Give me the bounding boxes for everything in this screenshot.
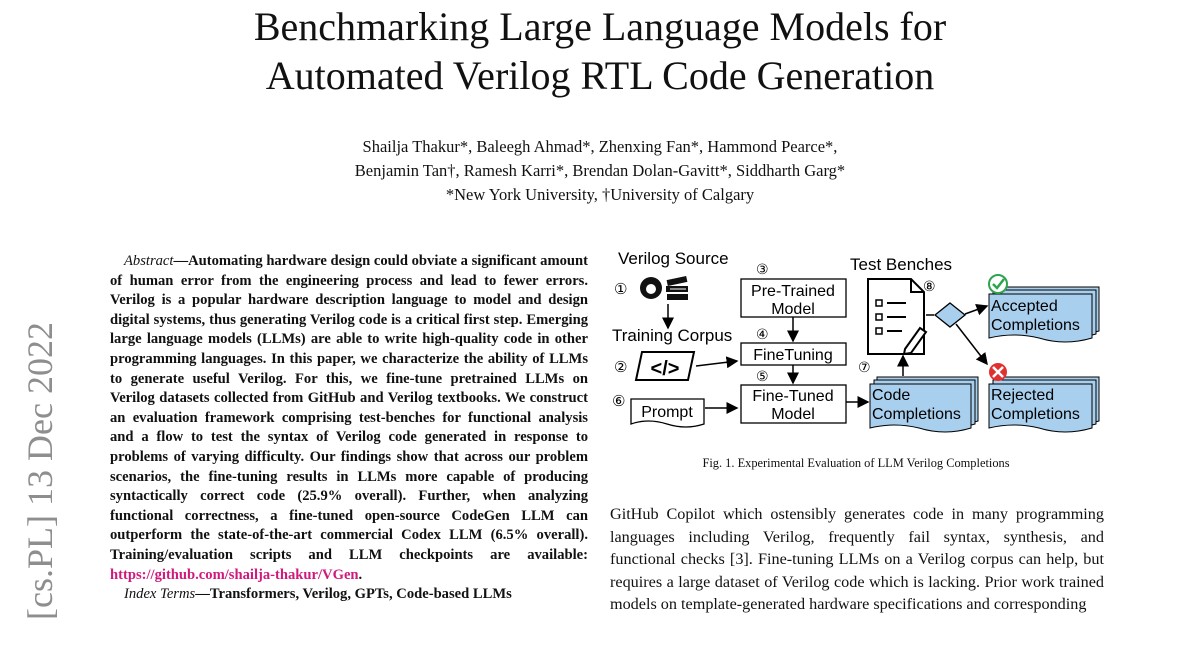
- step-3-marker: ③: [756, 261, 769, 277]
- code-completions-label-1: Code: [872, 387, 911, 404]
- finetuning-label: FineTuning: [753, 347, 833, 364]
- authors-block: [0, 135, 1200, 207]
- rejected-completions-stack: [989, 377, 1099, 432]
- index-terms: [110, 585, 588, 605]
- rejected-label-2: Completions: [991, 406, 1080, 423]
- step-6-marker: ⑥: [612, 393, 626, 410]
- pretrained-label-2: Model: [771, 301, 815, 318]
- books-icon: [666, 276, 688, 300]
- affiliations: *New York University, †University of Calgary: [445, 185, 755, 204]
- code-completions-stack: [870, 377, 978, 432]
- paper-title: [0, 2, 1200, 100]
- code-completions-label-2: Completions: [872, 406, 961, 423]
- index-terms-label: Index Terms: [124, 586, 196, 603]
- accepted-label-2: Completions: [991, 317, 1080, 334]
- authors-line-1: Shailja Thakur*, Baleegh Ahmad*, Zhenxing Fan*, Hammond Pearce*,: [362, 137, 838, 156]
- rejected-label-1: Rejected: [991, 387, 1055, 404]
- code-file-icon: [636, 352, 694, 380]
- test-bench-icon: [868, 279, 926, 354]
- pretrained-label-1: Pre-Trained: [751, 283, 835, 300]
- code-link[interactable]: https://github.com/shailja-thakur/VGen: [110, 566, 359, 583]
- step-2-marker: ②: [614, 359, 628, 376]
- abstract-end: .: [358, 566, 363, 583]
- title-line-2: Automated Verilog RTL Code Generation: [265, 53, 935, 98]
- verilog-source-label: Verilog Source: [618, 249, 729, 268]
- step-5-marker: ⑤: [756, 368, 769, 384]
- title-line-1: Benchmarking Large Language Models for: [253, 4, 947, 49]
- code-tag: </>: [650, 358, 680, 380]
- decision-diamond: [935, 303, 965, 327]
- authors-line-2: Benjamin Tan†, Ramesh Karri*, Brendan Dolan-Gavitt*, Siddharth Garg*: [354, 161, 846, 180]
- cross-icon: [989, 363, 1007, 381]
- finetuned-label-2: Model: [771, 406, 815, 423]
- figure-caption: Fig. 1. Experimental Evaluation of LLM Verilog Completions: [702, 456, 1010, 470]
- figure-1: [606, 244, 1106, 444]
- pipeline-diagram: [606, 244, 1106, 444]
- arxiv-stamp: [cs.PL] 13 Dec 2022: [20, 322, 60, 620]
- prompt-label: Prompt: [641, 404, 693, 421]
- step-7-marker: ⑦: [858, 359, 871, 375]
- abstract-paragraph: [110, 252, 588, 585]
- abstract-text: —Automating hardware design could obviate a significant amount of human error from the engineering process and lead to fewer errors. Verilog is a popular hardware description language to model and design digital systems, thus generating Verilog code is a critical first step. Emerging large language models (LLMs) are able to write high-quality code in other programming languages. In this paper, we characterize the ability of LLMs to generate useful Verilog. For this, we fine-tune pretrained LLMs on Verilog datasets collected from GitHub and Verilog textbooks. We construct an evaluation framework comprising test-benches for functional analysis and a flow to test the syntax of Verilog code generated in response to problems of varying difficulty. Our findings show that across our problem scenarios, the fine-tuning results in LLMs more capable of producing syntactically correct code (25.9% overall). Further, when analyzing functional correctness, a fine-tuned open-source CodeGen LLM can outperform the state-of-the-art commercial Codex LLM (6.5% overall). Training/evaluation scripts and LLM checkpoints are available:: [110, 253, 588, 563]
- body-paragraph: GitHub Copilot which ostensibly generates code in many programming languages including Verilog, frequently fail syntax, synthesis, and functional checks [3]. Fine-tuning LLMs on a Verilog corpus can help, but requires a large dataset of Verilog code which is lacking. Prior work trained models on template-generated hardware specifications and corresponding: [610, 505, 1104, 614]
- github-icon: [640, 277, 662, 299]
- test-benches-label: Test Benches: [850, 255, 953, 274]
- index-terms-text: —Transformers, Verilog, GPTs, Code-based LLMs: [195, 586, 512, 603]
- check-icon: [989, 275, 1007, 293]
- training-corpus-label: Training Corpus: [612, 326, 733, 345]
- accepted-label-1: Accepted: [991, 298, 1058, 315]
- abstract-label: Abstract: [124, 253, 174, 269]
- abstract: [110, 252, 588, 605]
- finetuned-label-1: Fine-Tuned: [752, 388, 834, 405]
- step-1-marker: ①: [614, 281, 628, 298]
- step-8-marker: ⑧: [923, 278, 936, 294]
- step-4-marker: ④: [756, 326, 769, 342]
